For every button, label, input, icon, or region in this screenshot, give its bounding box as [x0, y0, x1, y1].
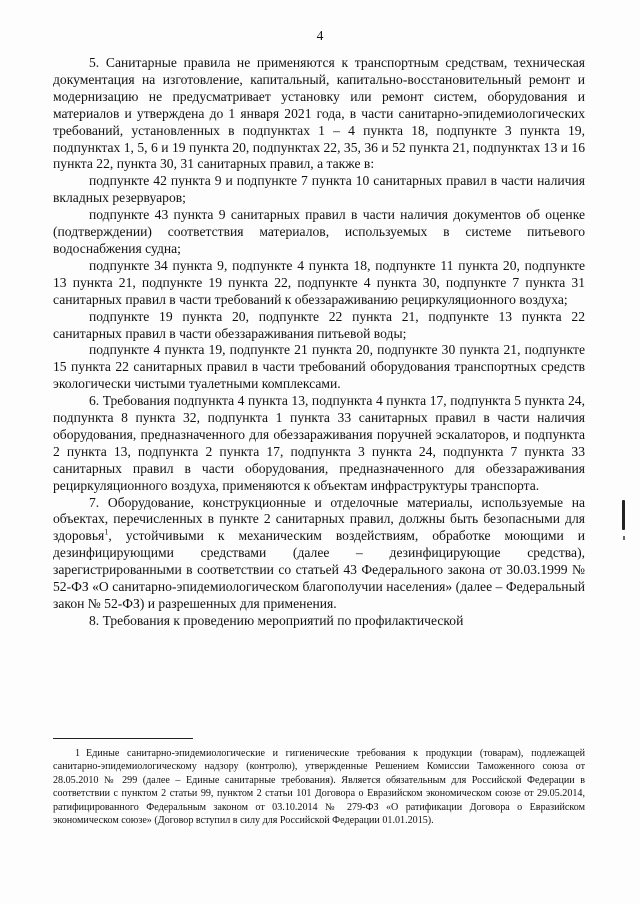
paragraph-8: 8. Требования к проведению мероприятий по профилактической: [89, 612, 464, 628]
footnote-mark: 1: [75, 748, 81, 759]
paragraph-5-item-recirculation-air: подпункте 34 пункта 9, подпункте 4 пункта 18, подпункте 11 пункта 20, подпункте 13 пункта 21, подпункте 19 пункта 22, подпункте 4 пункта 30, подпункте 7 пункта 31 санитарных правил в части требований к обеззараживанию рециркуляционного воздуха;: [53, 257, 585, 307]
footnote: [53, 747, 585, 827]
paragraph-7: [53, 495, 585, 613]
paragraph-6: 6. Требования подпункта 4 пункта 13, подпункта 4 пункта 17, подпункта 5 пункта 24, подпункта 8 пункта 32, подпункта 1 пункта 33 санитарных правил в части наличия оборудования, предназначенного для обеззараживания поручней эскалаторов, и подпункта 2 пункта 13, подпункта 2 пункта 17, подпункта 3 пункта 24, подпункта 7 пункта 33 санитарных правил в части оборудования, предназначенного для обеззараживания рециркуляционного воздуха, применяются к объектам инфраструктуры транспорта.: [53, 393, 585, 493]
footnote-text: Единые санитарно-эпидемиологические и гигиенические требования к продукции (товарам), подлежащей санитарно-эпидемиологическому надзору (контролю), утвержденные Решением Комиссии Таможенного союза от 28.05.2010 № 299 (далее – Единые санитарные требования). Является обязательным для Российской Федерации в соответствии с пунктом 2 статьи 99, пунктом 2 статьи 101 Договора о Евразийском экономическом союзе от 29.05.2014, ратифицированного Федеральным законом от 03.10.2014 № 279-ФЗ «О ратификации Договора о Евразийском экономическом союзе» (Договор вступил в силу для Российской Федерации 01.01.2015).: [53, 748, 585, 827]
footnote-reference[interactable]: 1: [104, 527, 109, 537]
margin-scan-mark-small: [623, 536, 625, 540]
paragraph-5: 5. Санитарные правила не применяются к транспортным средствам, техническая документация на изготовление, капитальный, капитально-восстановительный ремонт и модернизацию не предусматривает установку или ремонт систем, оборудования и материалов и утверждена до 1 января 2021 года, в части санитарно-эпидемиологических требований, установленных в подпунктах 1 – 4 пункта 18, подпункте 3 пункта 19, подпунктах 1, 5, 6 и 19 пункта 20, подпунктах 22, 35, 36 и 52 пункта 21, подпунктах 13 и 16 пункта 22, пункта 30, 31 санитарных правил, а также в:: [53, 55, 585, 172]
paragraph-5-item-documents: подпункте 43 пункта 9 санитарных правил в части наличия документов об оценке (подтверждении) соответствия материалов, используемых в системе питьевого водоснабжения судна;: [53, 207, 585, 256]
paragraph-7-text-start: 7. Оборудование, конструкционные и отделочные материалы, используемые на объектах, перечисленных в пункте 2 санитарных правил, должны быть безопасными для здоровья: [53, 494, 585, 544]
page-number: 4: [316, 28, 324, 43]
paragraph-5-item-toilet-complexes: подпункте 4 пункта 19, подпункте 21 пункта 20, подпункте 30 пункта 21, подпункте 15 пункта 22 санитарных правил в части требований оборудования транспортных средств экологически чистыми туалетными комплексами.: [53, 342, 585, 392]
margin-scan-mark: [622, 500, 625, 530]
footnote-separator: [53, 738, 193, 739]
paragraph-5-item-reservoirs: подпункте 42 пункта 9 и подпункте 7 пункта 10 санитарных правил в части наличия вкладных резервуаров;: [53, 173, 585, 206]
document-body: [53, 55, 585, 630]
paragraph-7-text-end: , устойчивыми к механическим воздействиям, обработке моющими и дезинфицирующими средствами (далее – дезинфицирующие средства), зарегистрированными в соответствии со статьей 43 Федерального закона от 30.03.1999 № 52-ФЗ «О санитарно-эпидемиологическом благополучии населения» (далее – Федеральный закон № 52-ФЗ) и разрешенных для применения.: [53, 528, 585, 611]
paragraph-5-item-drinking-water: подпункте 19 пункта 20, подпункте 22 пункта 21, подпункте 13 пункта 22 санитарных правил в части обеззараживания питьевой воды;: [53, 308, 585, 341]
